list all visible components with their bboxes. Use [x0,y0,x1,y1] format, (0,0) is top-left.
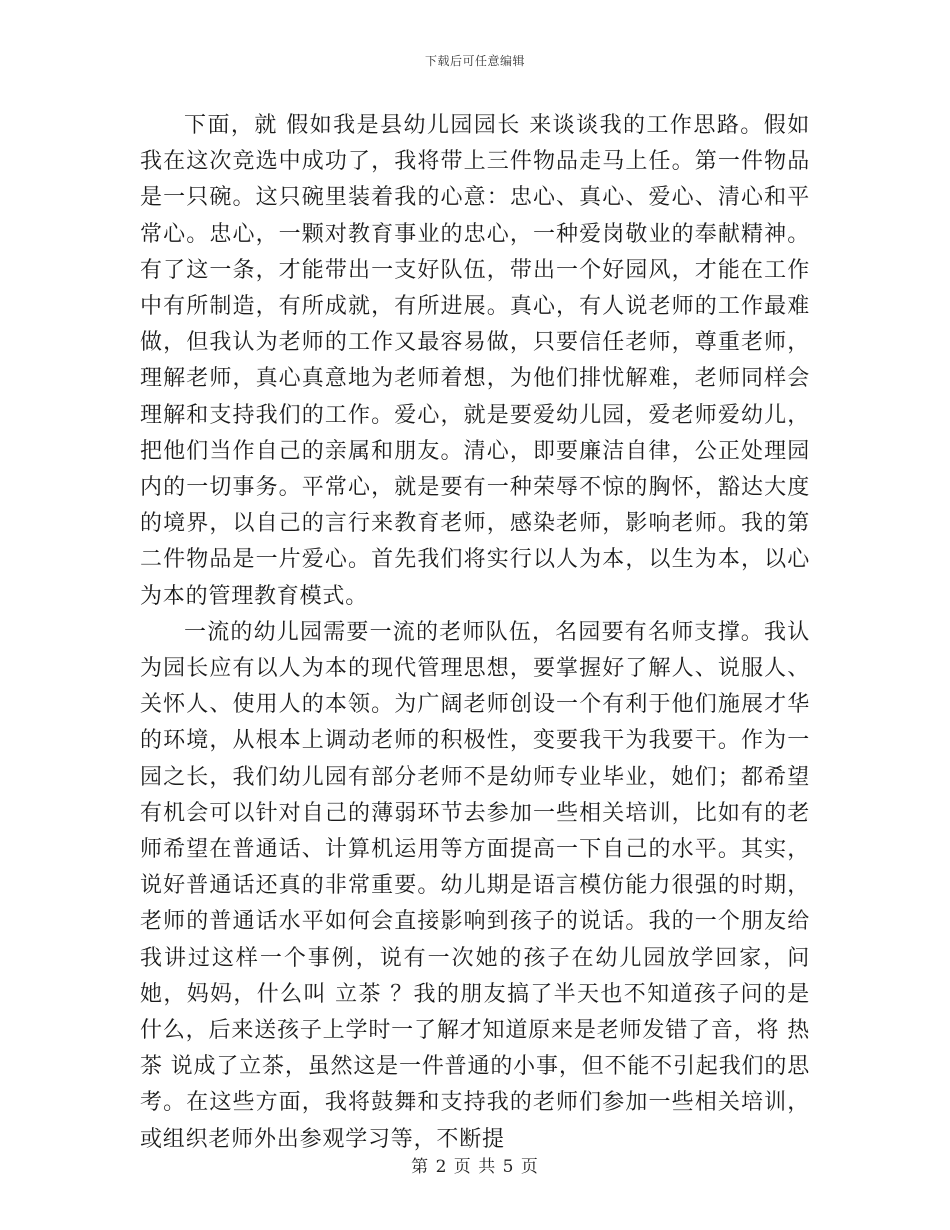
page-header: 下载后可任意编辑 [424,54,525,68]
page-footer: 第 2 页 共 5 页 [411,1157,539,1177]
paragraph-2: 一流的幼儿园需要一流的老师队伍，名园要有名师支撑。我认为园长应有以人为本的现代管理思想，要掌握好了解人、说服人、关怀人、使用人的本领。为广阔老师创设一个有利于他们施展才华的环境，从根本上调动老师的积极性，变要我干为我要干。作为一园之长，我们幼儿园有部分老师不是幼师专业毕业，她们；都希望有机会可以针对自己的薄弱环节去参加一些相关培训，比如有的老师希望在普通话、计算机运用等方面提高一下自己的水平。其实，说好普通话还真的非常重要。幼儿期是语言模仿能力很强的时期，老师的普通话水平如何会直接影响到孩子的说话。我的一个朋友给我讲过这样一个事例，说有一次她的孩子在幼儿园放学回家，问她，妈妈，什么叫 立茶 ？我的朋友搞了半天也不知道孩子问的是什么，后来送孩子上学时一了解才知道原来是老师发错了音，将 热茶 说成了立茶，虽然这是一件普通的小事，但不能不引起我们的思考。在这些方面，我将鼓舞和支持我的老师们参加一些相关培训，或组织老师外出参观学习等，不断提 [140,619,810,1152]
document-body [140,108,810,1158]
paragraph-1: 下面，就 假如我是县幼儿园园长 来谈谈我的工作思路。假如我在这次竞选中成功了，我将带上三件物品走马上任。第一件物品是一只碗。这只碗里装着我的心意：忠心、真心、爱心、清心和平常心。忠心，一颗对教育事业的忠心，一种爱岗敬业的奉献精神。有了这一条，才能带出一支好队伍，带出一个好园风，才能在工作中有所制造，有所成就，有所进展。真心，有人说老师的工作最难做，但我认为老师的工作又最容易做，只要信任老师，尊重老师，理解老师，真心真意地为老师着想，为他们排忧解难，老师同样会理解和支持我们的工作。爱心，就是要爱幼儿园，爱老师爱幼儿，把他们当作自己的亲属和朋友。清心，即要廉洁自律，公正处理园内的一切事务。平常心，就是要有一种荣辱不惊的胸怀，豁达大度的境界，以自己的言行来教育老师，感染老师，影响老师。我的第二件物品是一片爱心。首先我们将实行以人为本，以生为本，以心为本的管理教育模式。 [140,113,810,609]
